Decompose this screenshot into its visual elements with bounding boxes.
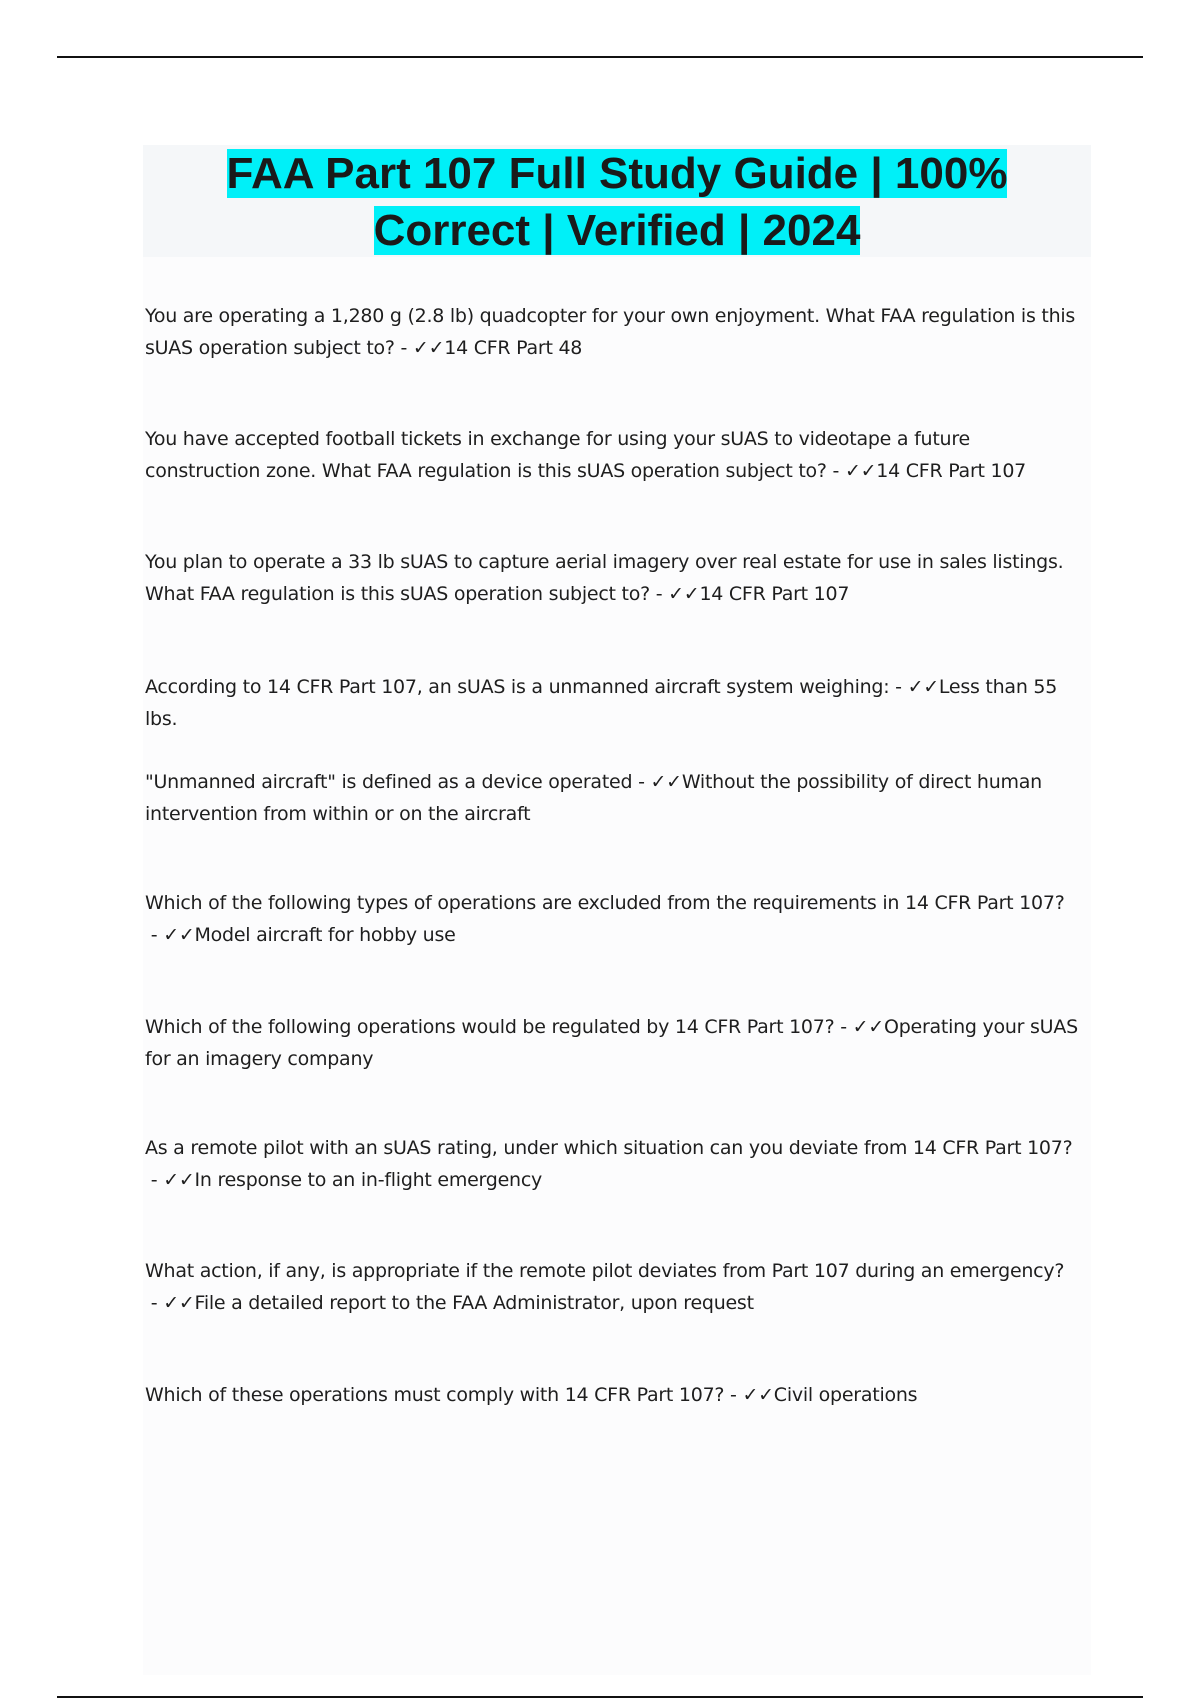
checkmark-icon: ✓✓ (668, 583, 700, 605)
qa-item (145, 423, 1090, 487)
checkmark-icon: ✓✓ (742, 1384, 774, 1406)
separator: - (889, 676, 908, 698)
separator: - (145, 1169, 164, 1191)
checkmark-icon: ✓✓ (412, 337, 445, 359)
page-title (143, 145, 1091, 259)
qa-item (145, 546, 1090, 610)
answer-text: Less than 55 lbs. (145, 676, 1058, 730)
header-rule (57, 56, 1143, 58)
checkmark-icon: ✓✓ (163, 924, 195, 946)
separator: - (649, 583, 669, 605)
qa-item (145, 766, 1090, 830)
question-text: You have accepted football tickets in exchange for using your sUAS to videotape a future construction zone. What FAA regulation is this sUAS operation subject to? (145, 428, 970, 482)
answer-text: Without the possibility of direct human intervention from within or on the aircraft (145, 771, 1042, 825)
separator: - (632, 771, 651, 793)
checkmark-icon: ✓✓ (650, 771, 682, 793)
footer-rule (57, 1696, 1143, 1698)
separator: - (145, 924, 164, 946)
checkmark-icon: ✓✓ (852, 1016, 884, 1038)
question-text: You are operating a 1,280 g (2.8 lb) quadcopter for your own enjoyment. What FAA regulation is this sUAS operation subject to? (145, 305, 1076, 359)
title-line-1: FAA Part 107 Full Study Guide | 100% (226, 149, 1008, 198)
answer-text: 14 CFR Part 107 (699, 583, 850, 605)
question-text: According to 14 CFR Part 107, an sUAS is a unmanned aircraft system weighing: (145, 676, 890, 698)
question-text: Which of the following types of operations are excluded from the requirements in 14 CFR Part 107? (145, 892, 1065, 914)
qa-item (145, 671, 1090, 735)
question-text: "Unmanned aircraft" is defined as a device operated (145, 771, 633, 793)
qa-item (145, 1255, 1090, 1319)
question-text: What action, if any, is appropriate if the remote pilot deviates from Part 107 during an emergency? (145, 1260, 1065, 1282)
answer-text: Model aircraft for hobby use (194, 924, 456, 946)
checkmark-icon: ✓✓ (907, 676, 939, 698)
qa-item (145, 1132, 1090, 1196)
question-text: Which of the following operations would be regulated by 14 CFR Part 107? (145, 1016, 835, 1038)
answer-text: 14 CFR Part 48 (444, 337, 583, 359)
qa-item (145, 1011, 1090, 1075)
separator: - (145, 1292, 164, 1314)
question-text: You plan to operate a 33 lb sUAS to capture aerial imagery over real estate for use in sales listings. What FAA regulation is this sUAS operation subject to? (145, 551, 1064, 605)
qa-item (145, 1379, 1090, 1411)
question-text: Which of these operations must comply with 14 CFR Part 107? (145, 1384, 725, 1406)
answer-text: File a detailed report to the FAA Administrator, upon request (194, 1292, 754, 1314)
answer-text: 14 CFR Part 107 (876, 460, 1027, 482)
separator: - (394, 337, 413, 359)
separator: - (826, 460, 845, 482)
separator: - (834, 1016, 853, 1038)
qa-item (145, 300, 1090, 364)
checkmark-icon: ✓✓ (163, 1169, 195, 1191)
title-line-2: Correct | Verified | 2024 (373, 206, 861, 255)
answer-text: Operating your sUAS for an imagery company (145, 1016, 1078, 1070)
answer-text: In response to an in-flight emergency (194, 1169, 543, 1191)
qa-item (145, 887, 1090, 951)
checkmark-icon: ✓✓ (844, 460, 877, 482)
answer-text: Civil operations (773, 1384, 918, 1406)
title-block (143, 145, 1091, 257)
checkmark-icon: ✓✓ (163, 1292, 195, 1314)
separator: - (724, 1384, 743, 1406)
question-text: As a remote pilot with an sUAS rating, under which situation can you deviate from 14 CFR Part 107? (145, 1137, 1073, 1159)
